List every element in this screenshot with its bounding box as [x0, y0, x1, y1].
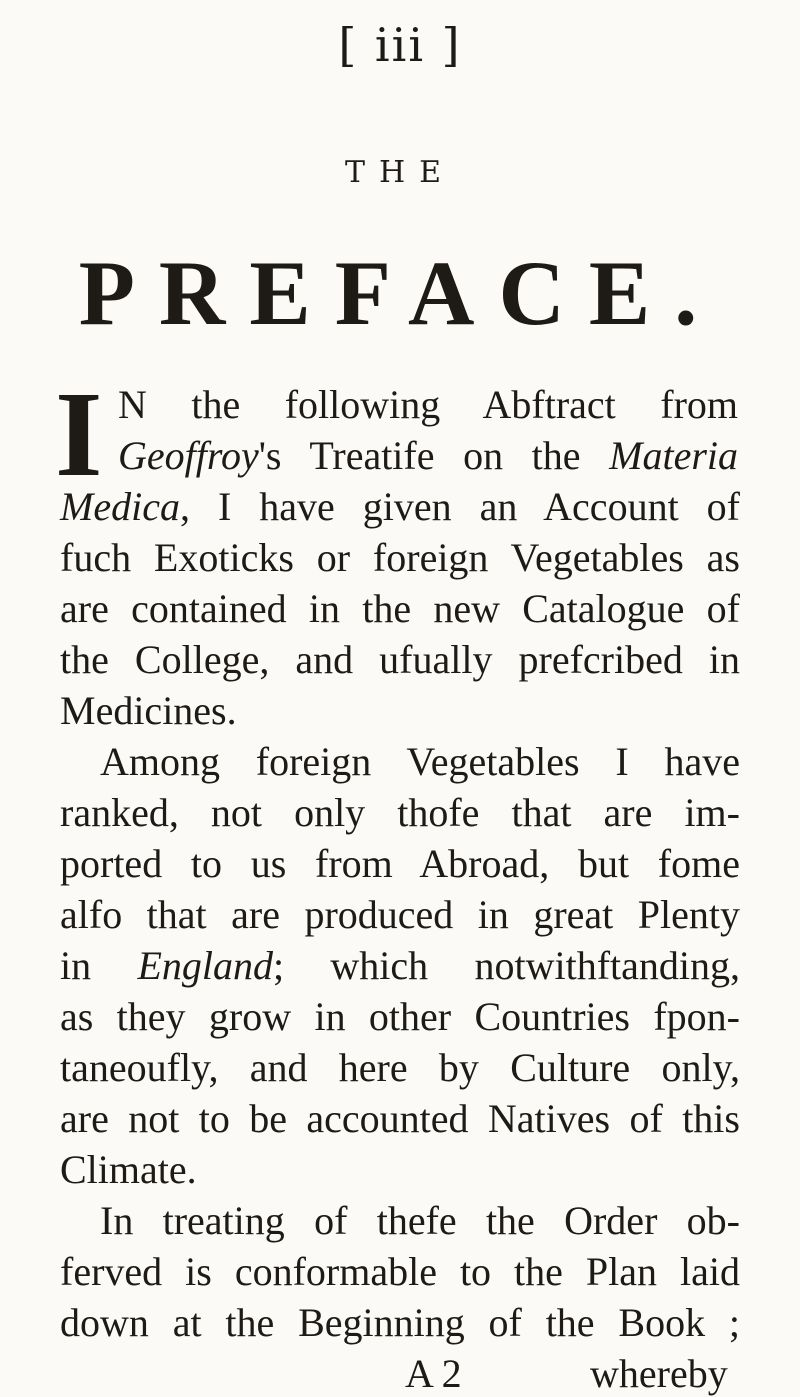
text-line: as they grow in other Countries fpon-: [60, 994, 740, 1039]
text-line: Among foreign Vegetables I have: [100, 739, 740, 784]
heading-small: THE: [344, 155, 456, 190]
text-line: N the following Abftract from: [118, 382, 738, 427]
text-line: down at the Beginning of the Book ;: [60, 1300, 740, 1345]
text-span: in: [60, 943, 92, 988]
text-span: 's Treatife on the: [258, 433, 581, 478]
page-title: PREFACE.: [78, 242, 722, 344]
text-line: ranked, not only thofe that are im-: [60, 790, 740, 835]
italic-term: Materia: [609, 433, 739, 478]
italic-term: Medica: [60, 484, 180, 529]
text-line: are contained in the new Catalogue of: [60, 586, 740, 631]
text-line: Medicines.: [60, 688, 237, 733]
catchword: whereby: [590, 1351, 728, 1396]
italic-name: Geoffroy: [118, 433, 259, 478]
drop-cap: I: [55, 367, 103, 502]
text-line: ferved is conformable to the Plan laid: [60, 1249, 740, 1294]
text-line: ported to us from Abroad, but fome: [60, 841, 740, 886]
page-number: [ iii ]: [338, 18, 462, 72]
text-line: alfo that are produced in great Plenty: [60, 892, 740, 937]
signature-mark: A 2: [405, 1351, 462, 1396]
text-span: , I have given an Account of: [179, 484, 740, 529]
text-line: are not to be accounted Natives of this: [60, 1096, 740, 1141]
text-line: [118, 433, 739, 478]
text-line: the College, and ufually prefcribed in: [60, 637, 740, 682]
text-line: Climate.: [60, 1147, 197, 1192]
text-line: fuch Exoticks or foreign Vegetables as: [60, 535, 740, 580]
text-line: [60, 484, 740, 529]
text-line: In treating of thefe the Order ob-: [100, 1198, 740, 1243]
text-line: [60, 943, 740, 988]
text-line: taneoufly, and here by Culture only,: [60, 1045, 740, 1090]
italic-place: England: [137, 943, 273, 988]
text-span: ; which notwithftanding,: [272, 943, 740, 988]
